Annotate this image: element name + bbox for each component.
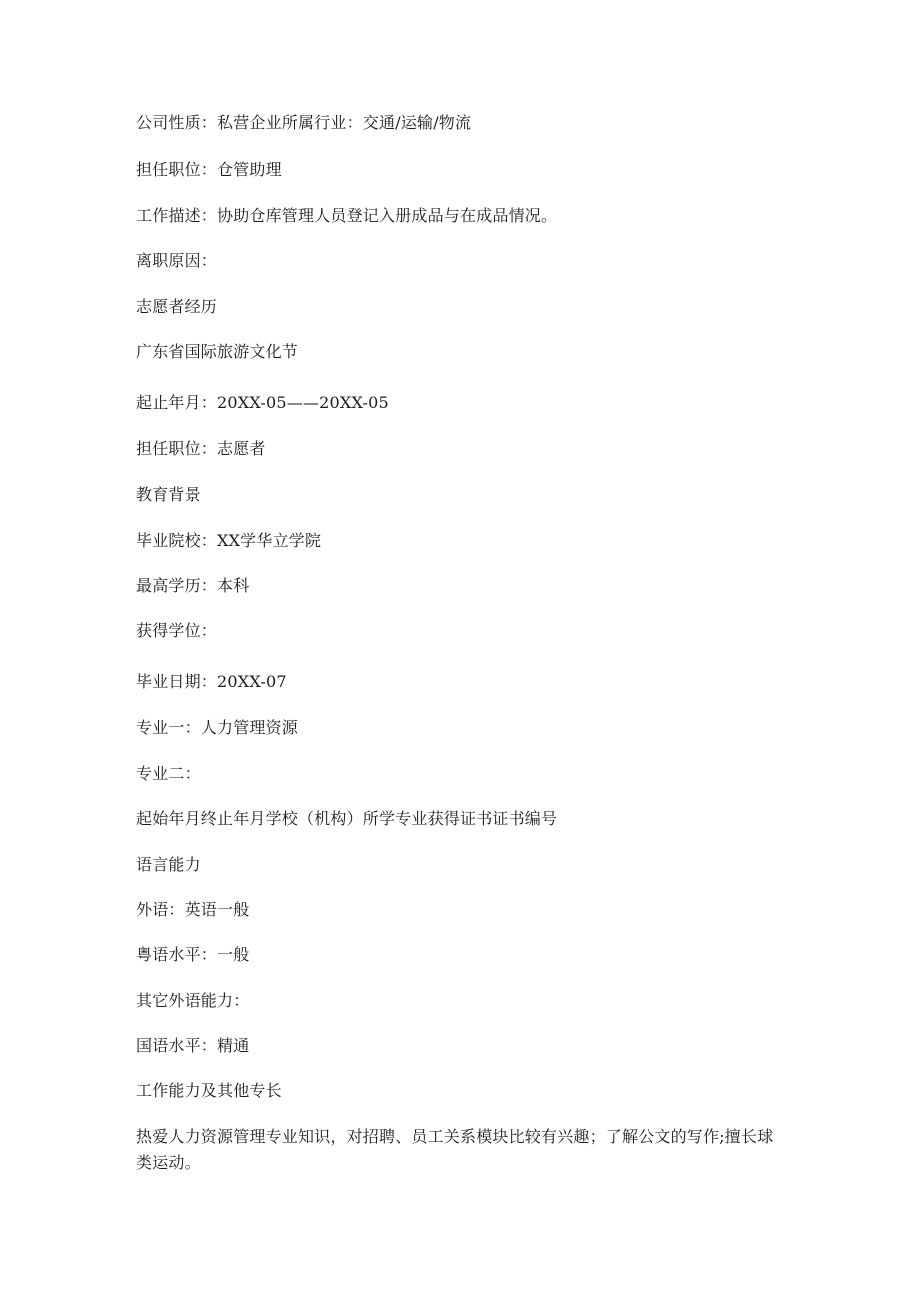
- skills-paragraph: 热爱人力资源管理专业知识，对招聘、员工关系模块比较有兴趣；了解公文的写作;擅长球类运动。: [136, 1127, 774, 1172]
- education-heading: 教育背景: [136, 485, 201, 504]
- company-nature-line: 公司性质：私营企业所属行业：交通/运输/物流: [136, 113, 472, 132]
- education-table-header: 起始年月终止年月学校（机构）所学专业获得证书证书编号: [136, 809, 558, 828]
- job-description-line: 工作描述：协助仓库管理人员登记入册成品与在成品情况。: [136, 206, 558, 225]
- foreign-language-line: 外语：英语一般: [136, 900, 250, 919]
- major-one-line: 专业一：人力管理资源: [136, 718, 299, 737]
- cantonese-line: 粤语水平：一般: [136, 945, 250, 964]
- volunteer-position-line: 担任职位：志愿者: [136, 439, 266, 458]
- language-heading: 语言能力: [136, 855, 201, 874]
- degree-obtained-line: 获得学位：: [136, 621, 218, 640]
- other-language-line: 其它外语能力：: [136, 991, 250, 1010]
- major-two-line: 专业二：: [136, 764, 201, 783]
- volunteer-heading: 志愿者经历: [136, 297, 218, 316]
- position-line: 担任职位：仓管助理: [136, 160, 282, 179]
- volunteer-event-line: 广东省国际旅游文化节: [136, 342, 299, 361]
- school-line: 毕业院校：XX学华立学院: [136, 531, 322, 550]
- graduation-date-line: 毕业日期：20XX-07: [136, 672, 287, 691]
- mandarin-line: 国语水平：精通: [136, 1036, 250, 1055]
- skills-heading: 工作能力及其他专长: [136, 1081, 282, 1100]
- period-line: 起止年月：20XX-05——20XX-05: [136, 393, 389, 412]
- highest-degree-line: 最高学历：本科: [136, 576, 250, 595]
- leave-reason-line: 离职原因：: [136, 251, 218, 270]
